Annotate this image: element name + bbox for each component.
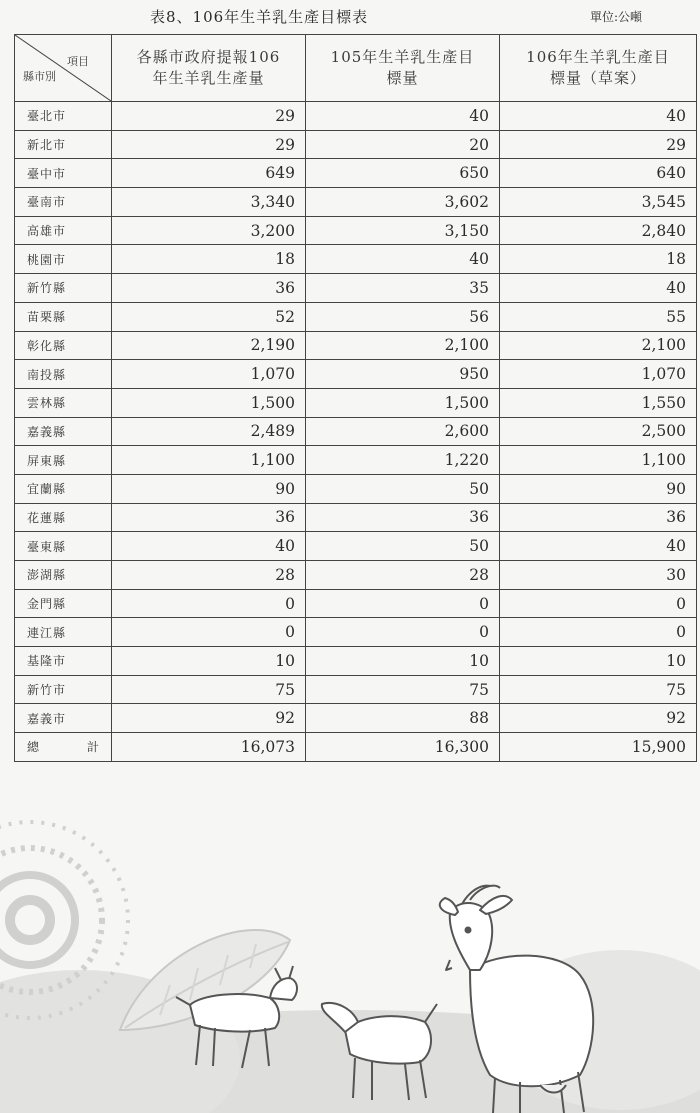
value-col1: 36: [112, 503, 306, 532]
table-row: [15, 618, 697, 647]
table-row: [15, 274, 697, 303]
value-col1: 2,489: [112, 417, 306, 446]
value-col1: 52: [112, 302, 306, 331]
value-col2: 35: [306, 274, 500, 303]
col3-header-line2: 標量（草案）: [549, 69, 646, 87]
goat-milk-target-table: [14, 34, 697, 762]
value-col2: 2,100: [306, 331, 500, 360]
value-col3: 40: [500, 274, 697, 303]
value-col3: 29: [500, 130, 697, 159]
value-col2: 950: [306, 360, 500, 389]
value-col2: 10: [306, 647, 500, 676]
city-name: 臺南市: [15, 188, 112, 217]
value-col3: 18: [500, 245, 697, 274]
city-name: 桃園市: [15, 245, 112, 274]
value-col1: 0: [112, 618, 306, 647]
col2-header-line1: 105年生羊乳生產目: [330, 48, 475, 66]
table-row: [15, 532, 697, 561]
city-name: 屏東縣: [15, 446, 112, 475]
city-name: 新竹縣: [15, 274, 112, 303]
table-row: [15, 561, 697, 590]
city-name: 嘉義市: [15, 704, 112, 733]
value-col1: 75: [112, 675, 306, 704]
city-name: 新竹市: [15, 675, 112, 704]
value-col1: 40: [112, 532, 306, 561]
city-name: 雲林縣: [15, 388, 112, 417]
value-col2: 2,600: [306, 417, 500, 446]
value-col3: 1,550: [500, 388, 697, 417]
table-row: [15, 503, 697, 532]
city-name: 金門縣: [15, 589, 112, 618]
value-col1: 3,200: [112, 216, 306, 245]
value-col2: 50: [306, 474, 500, 503]
city-name: 澎湖縣: [15, 561, 112, 590]
total-label-cell: [15, 733, 112, 762]
value-col2: 0: [306, 589, 500, 618]
table-row: [15, 474, 697, 503]
city-name: 基隆市: [15, 647, 112, 676]
table-row: [15, 245, 697, 274]
table-row: [15, 102, 697, 131]
table-row: [15, 159, 697, 188]
table-row: [15, 188, 697, 217]
value-col1: 28: [112, 561, 306, 590]
total-col2: 16,300: [306, 733, 500, 762]
city-name: 連江縣: [15, 618, 112, 647]
corner-item-label: 項目: [67, 55, 89, 68]
value-col3: 1,070: [500, 360, 697, 389]
value-col3: 90: [500, 474, 697, 503]
goat-illustration: [0, 800, 700, 1113]
value-col3: 640: [500, 159, 697, 188]
value-col2: 56: [306, 302, 500, 331]
value-col1: 1,500: [112, 388, 306, 417]
value-col3: 10: [500, 647, 697, 676]
col1-header: [112, 35, 306, 102]
value-col2: 28: [306, 561, 500, 590]
table-row: [15, 130, 697, 159]
value-col3: 2,840: [500, 216, 697, 245]
city-name: 嘉義縣: [15, 417, 112, 446]
corner-city-label: 縣市別: [23, 70, 56, 83]
table-title: 表8、106年生羊乳生產目標表: [150, 8, 369, 26]
value-col3: 40: [500, 102, 697, 131]
table-row: [15, 216, 697, 245]
value-col3: 3,545: [500, 188, 697, 217]
total-row: [15, 733, 697, 762]
value-col1: 29: [112, 130, 306, 159]
city-name: 臺東縣: [15, 532, 112, 561]
total-col1: 16,073: [112, 733, 306, 762]
col2-header: [306, 35, 500, 102]
value-col2: 40: [306, 102, 500, 131]
value-col3: 0: [500, 618, 697, 647]
table-row: [15, 647, 697, 676]
value-col3: 55: [500, 302, 697, 331]
table-row: [15, 331, 697, 360]
city-name: 宜蘭縣: [15, 474, 112, 503]
total-label-b: 計: [86, 740, 99, 755]
col1-header-line1: 各縣市政府提報106: [136, 48, 281, 66]
value-col3: 2,100: [500, 331, 697, 360]
value-col1: 10: [112, 647, 306, 676]
value-col3: 40: [500, 532, 697, 561]
value-col2: 1,220: [306, 446, 500, 475]
total-col3: 15,900: [500, 733, 697, 762]
table-row: [15, 675, 697, 704]
value-col2: 3,150: [306, 216, 500, 245]
value-col1: 29: [112, 102, 306, 131]
value-col1: 90: [112, 474, 306, 503]
table-row: [15, 388, 697, 417]
table-row: [15, 589, 697, 618]
col3-header-line1: 106年生羊乳生產目: [526, 48, 670, 66]
value-col1: 2,190: [112, 331, 306, 360]
table-row: [15, 360, 697, 389]
value-col2: 50: [306, 532, 500, 561]
city-name: 苗栗縣: [15, 302, 112, 331]
city-name: 彰化縣: [15, 331, 112, 360]
value-col1: 3,340: [112, 188, 306, 217]
value-col2: 20: [306, 130, 500, 159]
value-col2: 3,602: [306, 188, 500, 217]
value-col3: 1,100: [500, 446, 697, 475]
value-col3: 92: [500, 704, 697, 733]
city-name: 南投縣: [15, 360, 112, 389]
table-row: [15, 302, 697, 331]
corner-header-cell: [15, 35, 112, 102]
header-row: [15, 35, 697, 102]
value-col2: 650: [306, 159, 500, 188]
table-row: [15, 417, 697, 446]
value-col1: 649: [112, 159, 306, 188]
value-col2: 36: [306, 503, 500, 532]
value-col1: 18: [112, 245, 306, 274]
value-col2: 88: [306, 704, 500, 733]
unit-label: 單位:公噸: [590, 10, 643, 24]
value-col1: 36: [112, 274, 306, 303]
value-col2: 1,500: [306, 388, 500, 417]
value-col1: 0: [112, 589, 306, 618]
city-name: 花蓮縣: [15, 503, 112, 532]
col2-header-line2: 標量: [386, 69, 419, 87]
table-row: [15, 446, 697, 475]
value-col1: 1,100: [112, 446, 306, 475]
col1-header-line2: 年生羊乳生產量: [152, 69, 265, 87]
value-col1: 92: [112, 704, 306, 733]
value-col3: 30: [500, 561, 697, 590]
value-col2: 0: [306, 618, 500, 647]
value-col3: 0: [500, 589, 697, 618]
value-col3: 75: [500, 675, 697, 704]
table-row: [15, 704, 697, 733]
city-name: 新北市: [15, 130, 112, 159]
value-col2: 75: [306, 675, 500, 704]
city-name: 臺中市: [15, 159, 112, 188]
value-col2: 40: [306, 245, 500, 274]
value-col3: 36: [500, 503, 697, 532]
total-label-a: 總: [27, 740, 40, 755]
value-col1: 1,070: [112, 360, 306, 389]
city-name: 高雄市: [15, 216, 112, 245]
col3-header: [500, 35, 697, 102]
value-col3: 2,500: [500, 417, 697, 446]
city-name: 臺北市: [15, 102, 112, 131]
